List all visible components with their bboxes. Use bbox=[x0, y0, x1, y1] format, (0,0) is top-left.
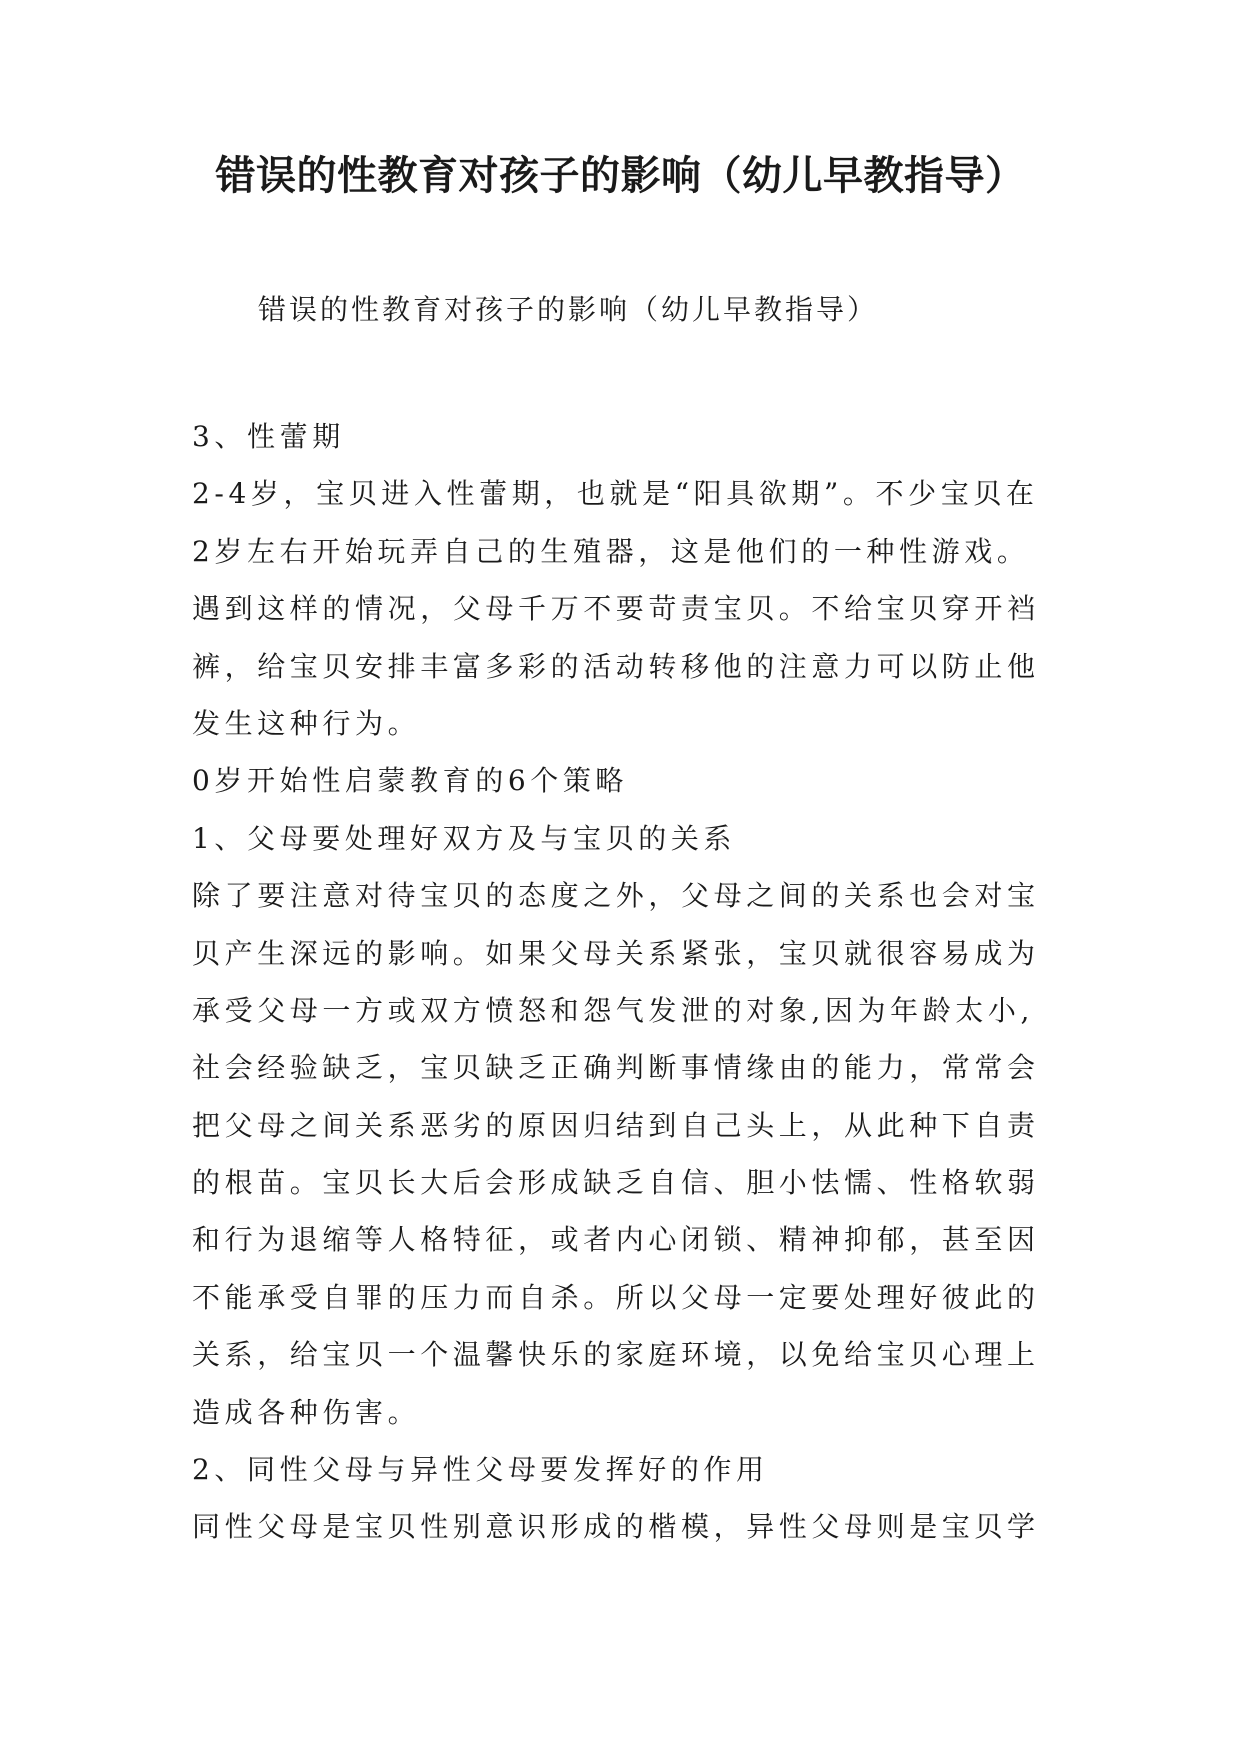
body-line: 1、父母要处理好双方及与宝贝的关系 bbox=[192, 821, 737, 855]
body-line: 同性父母是宝贝性别意识形成的楷模，异性父母则是宝贝学 bbox=[192, 1510, 1040, 1544]
document-body bbox=[192, 408, 1052, 1556]
body-line: 贝产生深远的影响。如果父母关系紧张，宝贝就很容易成为 bbox=[192, 936, 1040, 970]
body-line: 造成各种伤害。 bbox=[192, 1395, 421, 1429]
body-line: 裤，给宝贝安排丰富多彩的活动转移他的注意力可以防止他 bbox=[192, 649, 1040, 683]
body-line: 0岁开始性启蒙教育的6个策略 bbox=[192, 764, 629, 798]
body-line: 2-4岁，宝贝进入性蕾期，也就是“阳具欲期”。不少宝贝在 bbox=[192, 477, 1039, 511]
body-line: 社会经验缺乏，宝贝缺乏正确判断事情缘由的能力，常常会 bbox=[192, 1051, 1040, 1085]
body-line: 3、性蕾期 bbox=[192, 420, 345, 453]
document-title: 错误的性教育对孩子的影响（幼儿早教指导） bbox=[215, 153, 1026, 199]
body-line: 把父母之间关系恶劣的原因归结到自己头上，从此种下自责 bbox=[192, 1108, 1040, 1142]
body-line: 和行为退缩等人格特征，或者内心闭锁、精神抑郁，甚至因 bbox=[192, 1223, 1040, 1257]
body-line: 除了要注意对待宝贝的态度之外，父母之间的关系也会对宝 bbox=[192, 879, 1040, 913]
document-subtitle: 错误的性教育对孩子的影响（幼儿早教指导） bbox=[258, 293, 879, 326]
body-line: 遇到这样的情况，父母千万不要苛责宝贝。不给宝贝穿开裆 bbox=[192, 592, 1040, 626]
body-line: 的根苗。宝贝长大后会形成缺乏自信、胆小怯懦、性格软弱 bbox=[192, 1166, 1040, 1200]
body-line: 2岁左右开始玩弄自己的生殖器，这是他们的一种性游戏。 bbox=[192, 534, 1030, 568]
body-line: 承受父母一方或双方愤怒和怨气发泄的对象,因为年龄太小, bbox=[192, 993, 1035, 1027]
body-line: 发生这种行为。 bbox=[192, 706, 421, 740]
body-line: 2、同性父母与异性父母要发挥好的作用 bbox=[192, 1453, 769, 1487]
body-line: 不能承受自罪的压力而自杀。所以父母一定要处理好彼此的 bbox=[192, 1280, 1040, 1314]
body-line: 关系，给宝贝一个温馨快乐的家庭环境，以免给宝贝心理上 bbox=[192, 1338, 1040, 1372]
